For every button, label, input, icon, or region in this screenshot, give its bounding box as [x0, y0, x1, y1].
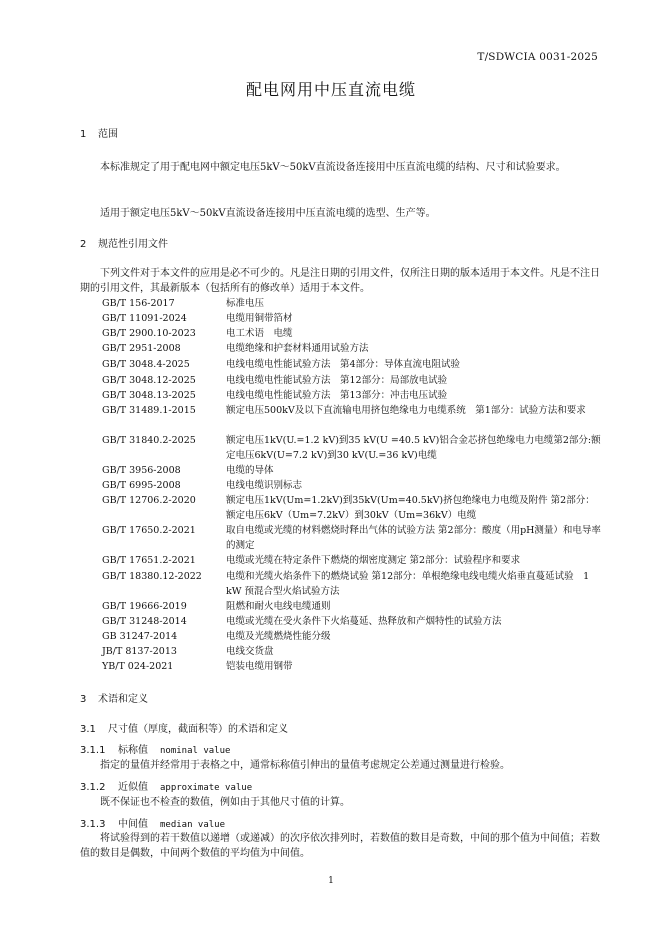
term-english: median value	[160, 820, 226, 830]
term-3-1-3-heading	[80, 815, 225, 830]
section-title: 术语和定义	[98, 694, 148, 705]
term-english: approximate value	[160, 783, 253, 793]
page-number: 1	[328, 876, 334, 886]
reference-title: 电缆或光缆在特定条件下燃烧的烟密度测定 第2部分：试验程序和要求	[226, 555, 521, 566]
term-number: 3.1.2	[80, 782, 106, 793]
section-1-heading	[80, 125, 118, 140]
reference-title: 额定电压1kV(U.=1.2 kV)到35 kV(U =40.5 kV)铝合金芯挤包绝缘电力电缆第2部分:额定电压6kV(U=7.2 kV)到30 kV(U.=36 kV)电缆	[226, 435, 601, 461]
term-english: nominal value	[160, 746, 231, 756]
document-number: T/SDWCIA 0031-2025	[477, 51, 598, 63]
term-3-1-1-definition: 指定的量值并经常用于表格之中，通常标称值引伸出的量值考虑规定公差通过测量进行检验。	[100, 760, 510, 771]
reference-code: GB/T 2900.10-2023	[102, 328, 196, 339]
reference-title: 电缆或光缆在受火条件下火焰蔓延、热释放和产烟特性的试验方法	[226, 616, 502, 627]
term-3-1-3-definition: 将试验得到的若干数值以递增（或递减）的次序依次排列时，若数值的数目是奇数，中间的那个值为中间值；若数值的数目是偶数，中间两个数值的平均值为中间值。	[80, 833, 600, 859]
subsection-number: 3.1	[80, 724, 96, 735]
reference-code: JB/T 8137-2013	[102, 646, 177, 657]
reference-title: 铠装电缆用钢带	[226, 661, 293, 672]
reference-title: 电缆及光缆燃烧性能分级	[226, 631, 331, 642]
reference-code: YB/T 024-2021	[102, 661, 174, 672]
reference-code: GB/T 3048.4-2025	[102, 359, 190, 370]
reference-title: 阻燃和耐火电线电缆通则	[226, 601, 331, 612]
section-3-heading	[80, 690, 148, 705]
term-title: 近似值	[118, 782, 148, 793]
reference-title: 电缆用铜带箔材	[226, 313, 293, 324]
reference-title: 电线电缆电性能试验方法 第12部分：局部放电试验	[226, 375, 448, 386]
references-intro: 下列文件对于本文件的应用是必不可少的。凡是注日期的引用文件，仅所注日期的版本适用于本文件。凡是不注日期的引用文件，其最新版本（包括所有的修改单）适用于本文件。	[80, 268, 600, 294]
reference-code: GB/T 17650.2-2021	[102, 525, 196, 536]
reference-code: GB/T 31840.2-2025	[102, 435, 196, 446]
scope-paragraph-1: 本标准规定了用于配电网中额定电压5kV～50kV直流设备连接用中压直流电缆的结构、尺寸和试验要求。	[100, 162, 566, 173]
section-title: 规范性引用文件	[98, 239, 168, 250]
reference-code: GB/T 12706.2-2020	[102, 495, 196, 506]
subsection-title: 尺寸值（厚度，截面积等）的术语和定义	[108, 724, 288, 735]
reference-code: GB 31247-2014	[102, 631, 178, 642]
reference-code: GB/T 2951-2008	[102, 343, 181, 354]
term-3-1-2-heading	[80, 778, 252, 793]
reference-code: GB/T 19666-2019	[102, 601, 187, 612]
reference-title: 标准电压	[226, 298, 265, 309]
reference-title: 额定电压500kV及以下直流输电用挤包绝缘电力电缆系统 第1部分：试验方法和要求	[226, 405, 586, 416]
term-number: 3.1.1	[80, 745, 106, 756]
section-number: 2	[80, 239, 87, 250]
reference-title: 电线交货盘	[226, 646, 274, 657]
reference-code: GB/T 156-2017	[102, 298, 175, 309]
reference-title: 电线电缆识别标志	[226, 480, 303, 491]
term-title: 标称值	[118, 745, 148, 756]
reference-code: GB/T 6995-2008	[102, 480, 181, 491]
section-number: 3	[80, 694, 87, 705]
subsection-3-1-heading	[80, 720, 288, 735]
term-title: 中间值	[118, 819, 148, 830]
reference-title: 额定电压1kV(Um=1.2kV)到35kV(Um=40.5kV)挤包绝缘电力电缆及附件 第2部分：额定电压6kV（Um=7.2kV）到30kV（Um=36kV）电缆	[226, 495, 595, 521]
reference-title: 电工术语 电缆	[226, 328, 293, 339]
reference-code: GB/T 18380.12-2022	[102, 571, 202, 582]
reference-title: 电线电缆电性能试验方法 第13部分：冲击电压试验	[226, 390, 448, 401]
reference-title: 取自电缆或光缆的材料燃烧时释出气体的试验方法 第2部分：酸度（用pH测量）和电导率的测定	[226, 525, 601, 551]
section-2-heading	[80, 235, 168, 250]
section-title: 范围	[98, 129, 118, 140]
reference-title: 电缆的导体	[226, 465, 274, 476]
reference-code: GB/T 31248-2014	[102, 616, 187, 627]
reference-title: 电缆绝缘和护套材料通用试验方法	[226, 343, 369, 354]
document-title: 配电网用中压直流电缆	[245, 80, 416, 99]
reference-title: 电缆和光缆火焰条件下的燃烧试验 第12部分：单根绝缘电线电缆火焰垂直蔓延试验 1 kW 预混合型火焰试验方法	[226, 571, 590, 597]
term-number: 3.1.3	[80, 819, 106, 830]
reference-code: GB/T 3048.12-2025	[102, 375, 196, 386]
scope-paragraph-2: 适用于额定电压5kV～50kV直流设备连接用中压直流电缆的选型、生产等。	[100, 208, 436, 219]
reference-code: GB/T 31489.1-2015	[102, 405, 196, 416]
reference-title: 电线电缆电性能试验方法 第4部分：导体直流电阻试验	[226, 359, 461, 370]
reference-code: GB/T 11091-2024	[102, 313, 187, 324]
reference-code: GB/T 3956-2008	[102, 465, 181, 476]
reference-code: GB/T 17651.2-2021	[102, 555, 196, 566]
section-number: 1	[80, 129, 87, 140]
term-3-1-1-heading	[80, 741, 230, 756]
term-3-1-2-definition: 既不保证也不检查的数值，例如由于其他尺寸值的计算。	[100, 797, 350, 808]
reference-code: GB/T 3048.13-2025	[102, 390, 196, 401]
